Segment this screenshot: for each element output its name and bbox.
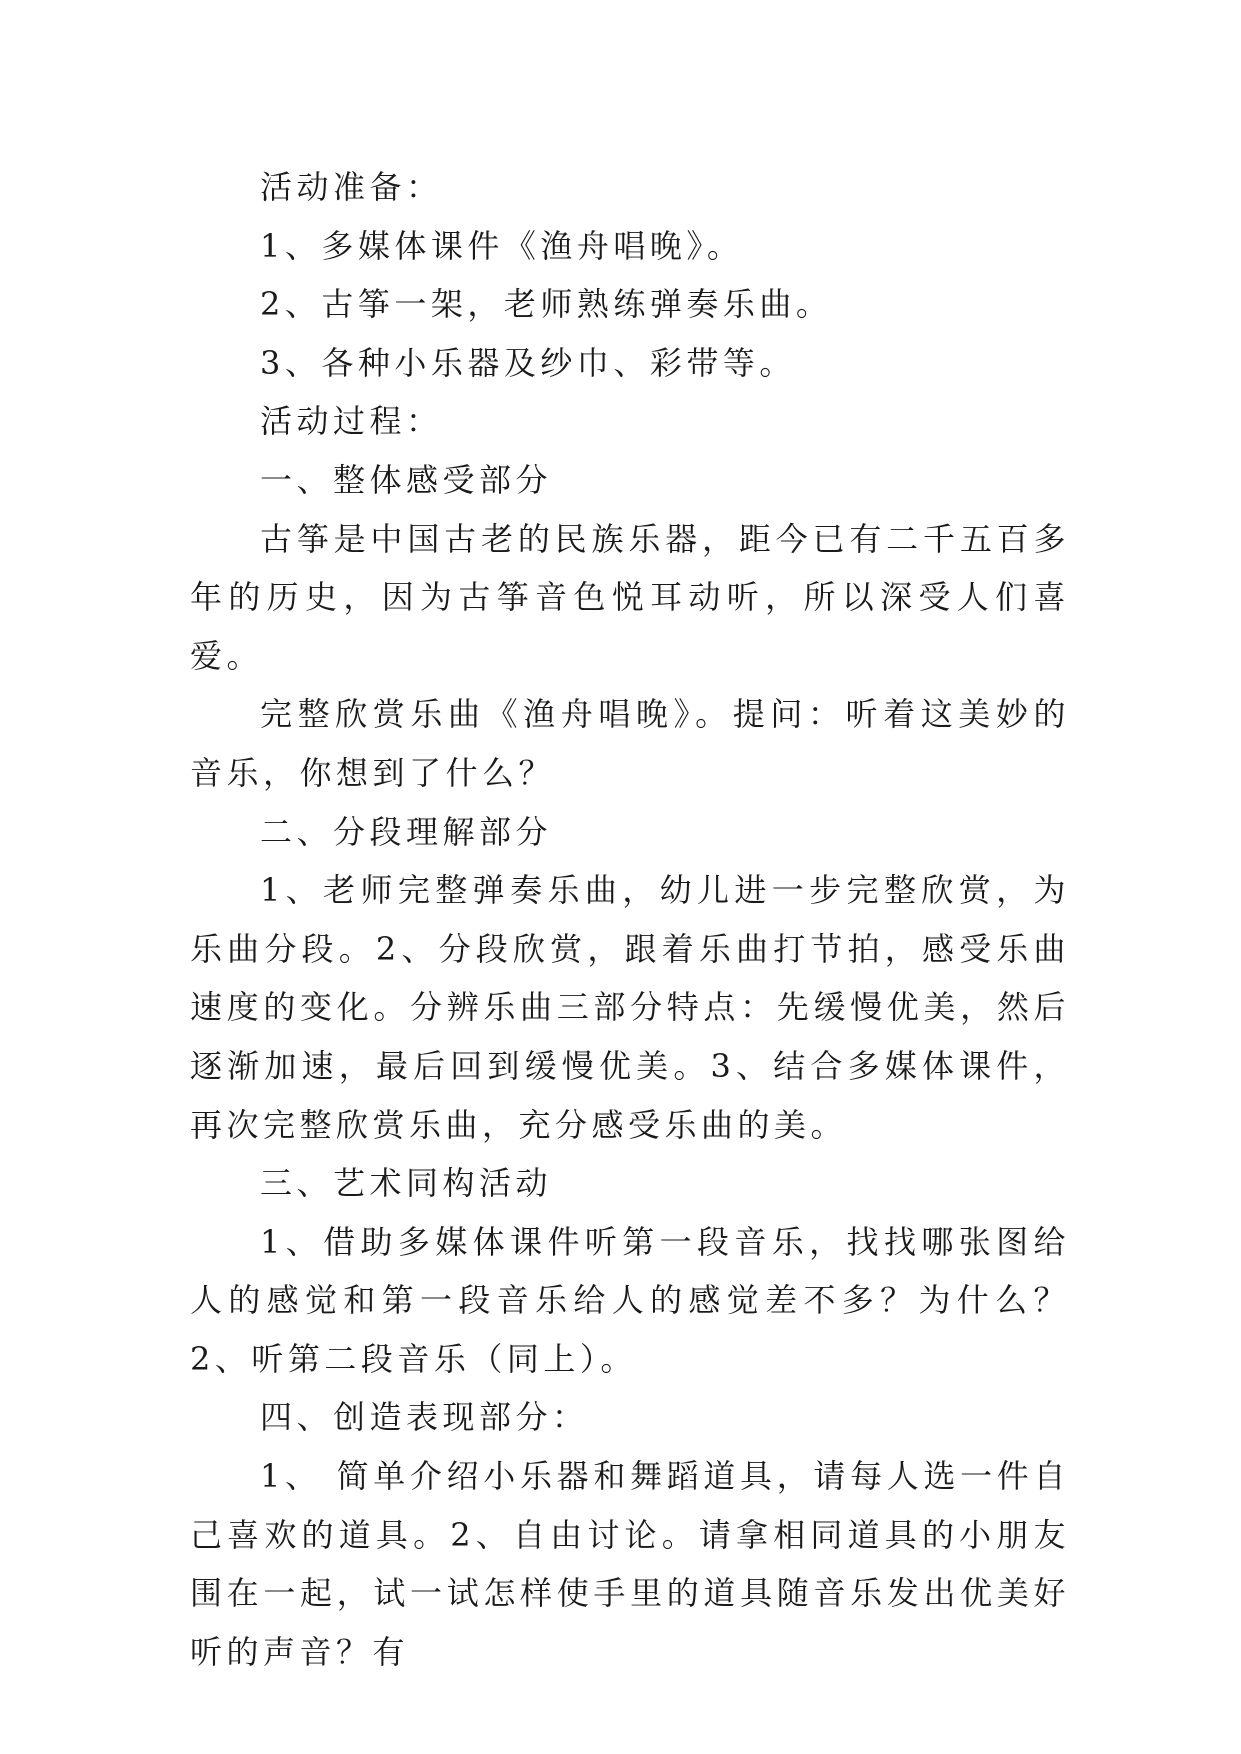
paragraph-prep-item-3: 3、各种小乐器及纱巾、彩带等。	[260, 343, 796, 382]
paragraph-section-4-heading: 四、创造表现部分：	[260, 1398, 589, 1437]
paragraph-segment-understanding: 1、老师完整弹奏乐曲，幼儿进一步完整欣赏，为乐曲分段。2、分段欣赏，跟着乐曲打节拍，感受乐曲速度的变化。分辨乐曲三部分特点：先缓慢优美，然后逐渐加速，最后回到缓慢优美。3、结合多媒体课件，再次完整欣赏乐曲，充分感受乐曲的美。	[190, 871, 1070, 1144]
paragraph-guzheng-intro: 古筝是中国古老的民族乐器，距今已有二千五百多年的历史，因为古筝音色悦耳动听，所以深受人们喜爱。	[190, 519, 1070, 675]
paragraph-prep-item-2: 2、古筝一架，老师熟练弹奏乐曲。	[260, 285, 833, 324]
paragraph-art-isomorphism: 1、借助多媒体课件听第一段音乐，找找哪张图给人的感觉和第一段音乐给人的感觉差不多？为什么？ 2、听第二段音乐（同上）。	[190, 1222, 1085, 1378]
paragraph-creative-expression: 1、 简单介绍小乐器和舞蹈道具，请每人选一件自己喜欢的道具。2、自由讨论。请拿相同道具的小朋友围在一起，试一试怎样使手里的道具随音乐发出优美好听的声音？有	[190, 1457, 1070, 1671]
paragraph-section-1-heading: 一、整体感受部分	[260, 460, 553, 499]
paragraph-section-2-heading: 二、分段理解部分	[260, 812, 553, 851]
paragraph-prep-item-1: 1、多媒体课件《渔舟唱晚》。	[260, 226, 744, 265]
paragraph-full-listening: 完整欣赏乐曲《渔舟唱晚》。提问：听着这美妙的音乐，你想到了什么？	[190, 695, 1070, 792]
paragraph-activity-preparation-heading: 活动准备：	[260, 168, 443, 206]
paragraph-activity-process-heading: 活动过程：	[260, 402, 443, 441]
document-body	[190, 158, 1085, 1681]
paragraph-section-3-heading: 三、艺术同构活动	[260, 1164, 553, 1203]
